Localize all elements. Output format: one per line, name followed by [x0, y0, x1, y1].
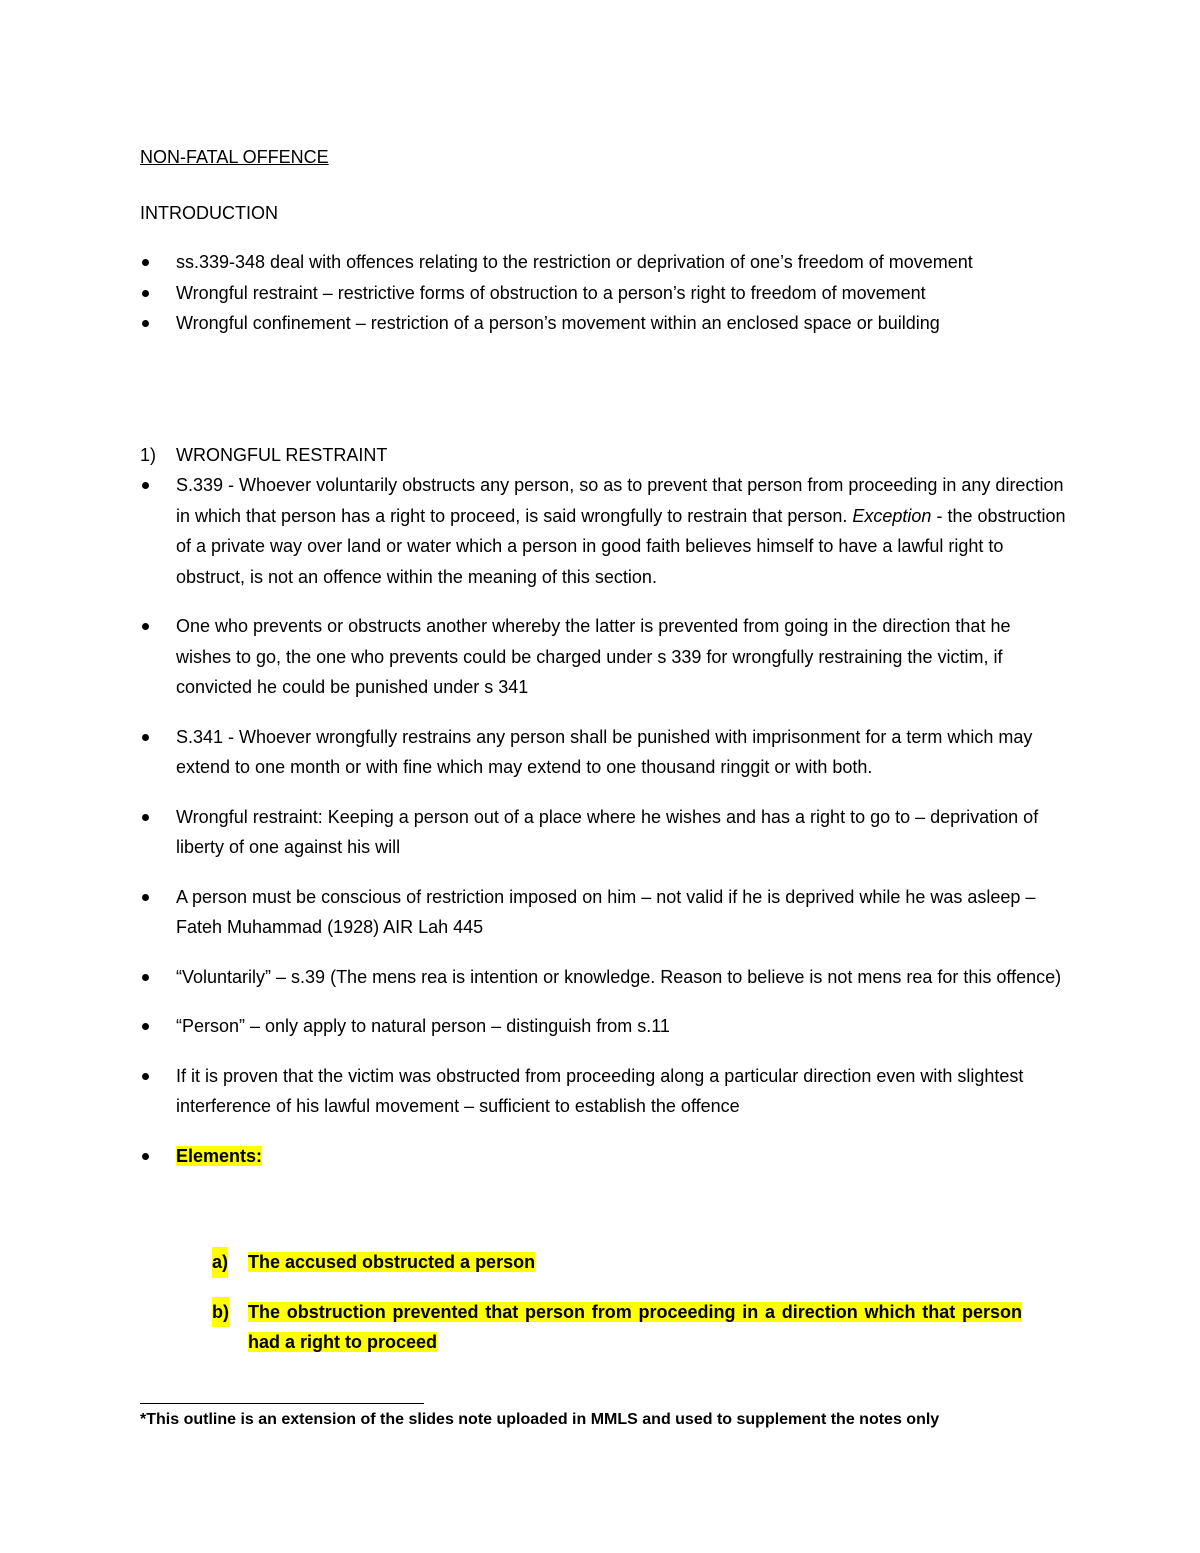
list-item-text: A person must be conscious of restriction imposed on him – not valid if he is deprived while he was asleep – Fateh Muhammad (1928) AIR Lah 445 [176, 886, 1036, 937]
bullet-icon [142, 623, 149, 630]
element-text: The obstruction prevented that person from proceeding in a direction which that person had a right to proceed [248, 1301, 1022, 1352]
intro-bullet-list [140, 247, 1070, 339]
list-item [140, 1011, 1070, 1042]
bullet-icon [142, 482, 149, 489]
element-item [212, 1297, 1022, 1358]
bullet-icon [142, 1023, 149, 1030]
element-marker: a) [212, 1247, 228, 1278]
list-item [140, 470, 1070, 592]
footnote: *This outline is an extension of the slides note uploaded in MMLS and used to supplement the notes only [140, 1411, 940, 1428]
bullet-icon [142, 290, 149, 297]
section-number: 1) [140, 445, 157, 465]
list-item-text: One who prevents or obstructs another whereby the latter is prevented from going in the direction that he wishes to go, the one who prevents could be charged under s 339 for wrongfully restraining the victim, if convicted he could be punished under s 341 [176, 616, 1011, 697]
list-item [140, 722, 1070, 783]
intro-heading: INTRODUCTION [140, 203, 278, 223]
list-item-text: S.341 - Whoever wrongfully restrains any person shall be punished with imprisonment for a term which may extend to one month or with fine which may extend to one thousand ringgit or with both. [176, 726, 1033, 777]
element-item [212, 1247, 1022, 1278]
exception-label: Exception [852, 505, 932, 526]
section-heading [140, 440, 387, 470]
section-bullet-list [140, 470, 1070, 1171]
list-item [140, 611, 1070, 703]
footnote-separator [140, 1403, 424, 1404]
bullet-icon [142, 320, 149, 327]
list-item-text: If it is proven that the victim was obstructed from proceeding along a particular direction even with slightest interference of his lawful movement – sufficient to establish the offence [176, 1065, 1024, 1116]
list-item-text: Wrongful restraint – restrictive forms of obstruction to a person’s right to freedom of movement [176, 282, 926, 303]
bullet-icon [142, 1153, 149, 1160]
s339-text: S.339 - Whoever voluntarily obstructs any person, so as to prevent that person from proceeding in any direction in which that person has a right to proceed, is said wrongfully to restrain that person. [176, 475, 1064, 526]
list-item-elements [140, 1141, 1070, 1172]
list-item [140, 962, 1070, 993]
element-text: The accused obstructed a person [248, 1252, 536, 1272]
list-item [140, 247, 1070, 278]
list-item [140, 1061, 1070, 1122]
bullet-icon [142, 814, 149, 821]
list-item [140, 278, 1070, 309]
exception-text: - the obstruction of a private way over land or water which a person in good faith believes himself to have a lawful right to obstruct, is not an offence within the meaning of this section. [176, 505, 1066, 587]
list-item [140, 308, 1070, 339]
elements-list [212, 1247, 1022, 1358]
bullet-icon [142, 1073, 149, 1080]
list-item-text: Wrongful confinement – restriction of a person’s movement within an enclosed space or building [176, 313, 940, 333]
elements-label: Elements: [176, 1145, 263, 1166]
bullet-icon [142, 894, 149, 901]
list-item [140, 882, 1070, 943]
list-item [140, 802, 1070, 863]
list-item-text: Wrongful restraint: Keeping a person out of a place where he wishes and has a right to go to – deprivation of liberty of one against his will [176, 806, 1039, 857]
list-item-text: ss.339-348 deal with offences relating to the restriction or deprivation of one’s freedom of movement [176, 252, 973, 272]
bullet-icon [142, 974, 149, 981]
list-item-text: “Person” – only apply to natural person – distinguish from s.11 [176, 1016, 670, 1036]
bullet-icon [142, 734, 149, 741]
section-title: WRONGFUL RESTRAINT [176, 445, 388, 465]
bullet-icon [142, 259, 149, 266]
element-marker: b) [212, 1297, 229, 1328]
list-item-text: “Voluntarily” – s.39 (The mens rea is intention or knowledge. Reason to believe is not mens rea for this offence) [176, 966, 1062, 987]
page-title: NON-FATAL OFFENCE [140, 147, 329, 167]
